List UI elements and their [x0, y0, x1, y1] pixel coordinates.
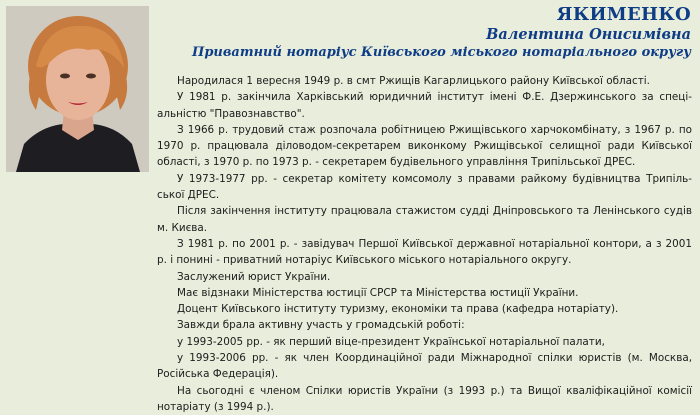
bio-paragraph: Має відзнаки Міністерства юстиції СРСР та Міністерства юстиції України.: [177, 286, 579, 299]
first-name: Валентина Онисимівна: [486, 26, 691, 43]
bio-paragraph: у 1993-2005 рр. - як перший віце-президент Української нотаріальної палати,: [177, 335, 605, 348]
bio-paragraph: Заслужений юрист України.: [177, 270, 331, 283]
bio-paragraph: Доцент Київського інституту туризму, економіки та права (кафедра нотаріату).: [177, 303, 619, 316]
bio-paragraph: У 1973-1977 рр. - секретар комітету комсомолу з правами райкому будівництва Трипіль-ської ДРЕС.: [157, 172, 692, 202]
bio-paragraph: Народилася 1 вересня 1949 р. в смт Ржищів Кагарлицького району Київської області.: [177, 75, 650, 87]
biography: [157, 73, 692, 415]
bio-paragraph: Після закінчення інституту працювала стажистом судді Дніпровського та Ленінського судів м. Києва.: [157, 205, 692, 234]
profile-header: [151, 5, 691, 62]
portrait-photo: [6, 6, 149, 172]
position-title: Приватний нотаріус Київського міського нотаріального округу: [192, 45, 691, 60]
bio-paragraph: З 1966 р. трудовий стаж розпочала робітницею Ржищівського харчокомбінату, з 1967 р. по 1970 р. працювала діловодом-секретарем виконкому Ржищівської селищної ради Київської області, з 1970 р. по 1973 р. - секретарем будівельного управління Трипільської ДРЕС.: [157, 123, 692, 169]
last-name: ЯКИМЕНКО: [556, 4, 691, 25]
bio-paragraph: На сьогодні є членом Спілки юристів України (з 1993 р.) та Вищої кваліфікаційної комісії нотаріату (з 1994 р.).: [157, 384, 692, 413]
bio-paragraph: З 1981 р. по 2001 р. - завідувач Першої Київської державної нотаріальної контори, а з 2001 р. і понині - приватний нотаріус Київського міського нотаріального округу.: [157, 237, 692, 267]
bio-paragraph: Завжди брала активну участь у громадській роботі:: [177, 319, 465, 332]
bio-paragraph: у 1993-2006 рр. - як член Координаційної ради Міжнародної спілки юристів (м. Москва, Російська Федерація).: [157, 352, 692, 381]
bio-paragraph: У 1981 р. закінчила Харківський юридичний інститут імені Ф.Е. Дзержинського за спеці-альністю "Правознавство".: [157, 91, 692, 120]
